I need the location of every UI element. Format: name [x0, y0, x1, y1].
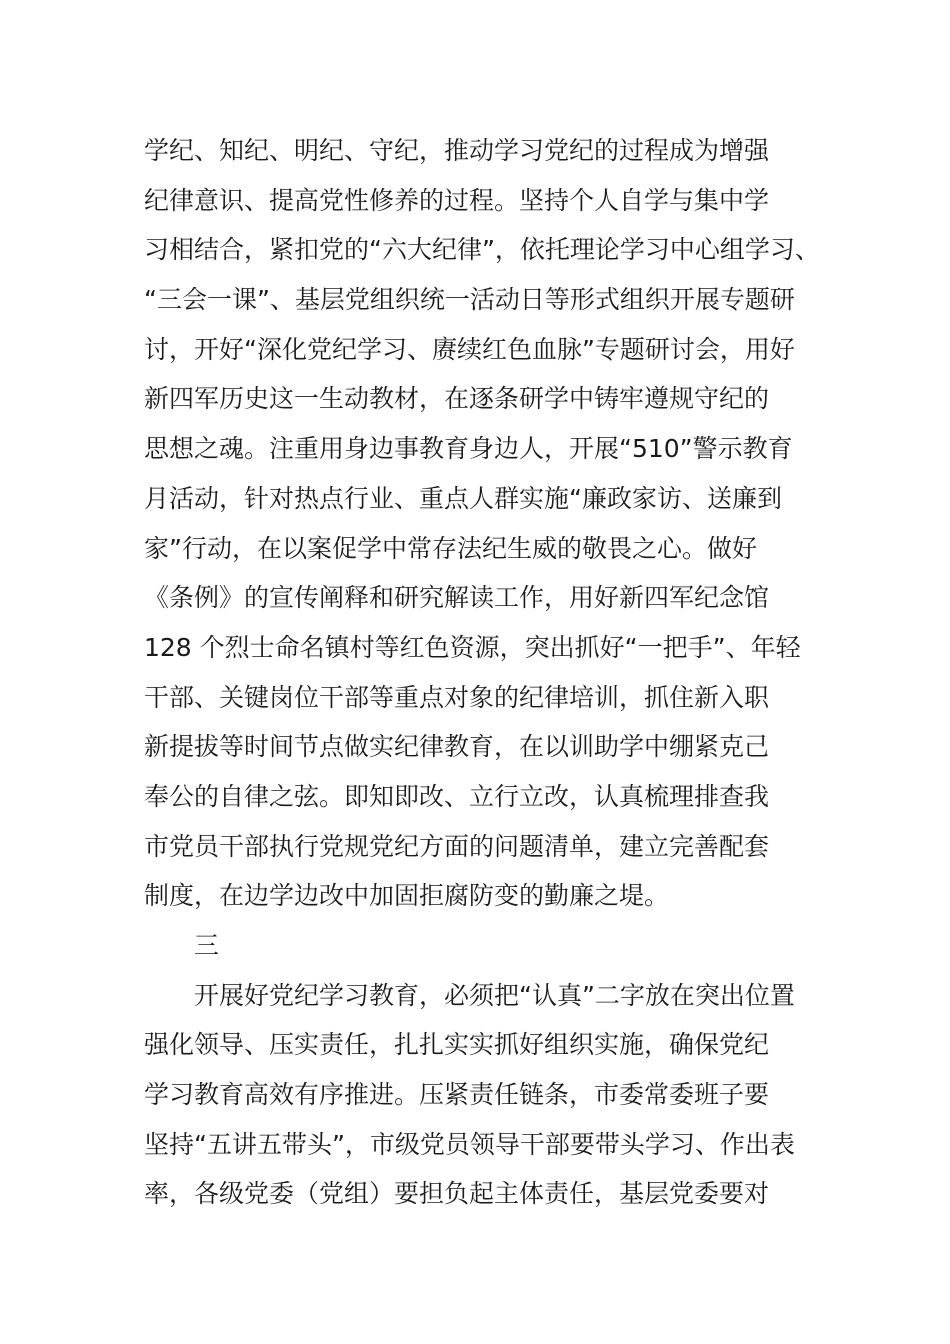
text-line: 率，各级党委（党组）要担负起主体责任，基层党委要对 — [144, 1179, 770, 1209]
text-line: 新提拔等时间节点做实纪律教育，在以训助学中绷紧克己 — [144, 732, 770, 762]
text-line: 市党员干部执行党规党纪方面的问题清单，建立完善配套 — [144, 831, 770, 861]
document-body — [144, 126, 844, 1219]
text-line: 干部、关键岗位干部等重点对象的纪律培训，抓住新入职 — [144, 682, 770, 712]
text-line: 学习教育高效有序推进。压紧责任链条，市委常委班子要 — [144, 1080, 770, 1110]
text-line: 学纪、知纪、明纪、守纪，推动学习党纪的过程成为增强 — [144, 136, 770, 165]
text-line: 强化领导、压实责任，扎扎实实抓好组织实施，确保党纪 — [144, 1030, 770, 1060]
text-line: 纪律意识、提高党性修养的过程。坚持个人自学与集中学 — [144, 185, 770, 215]
text-line: 128 个烈士命名镇村等红色资源，突出抓好“一把手”、年轻 — [144, 632, 801, 662]
text-line: 制度，在边学边改中加固拒腐防变的勤廉之堤。 — [144, 881, 670, 911]
text-line: 讨，开好“深化党纪学习、赓续红色血脉”专题研讨会，用好 — [144, 334, 795, 364]
text-line: 思想之魂。注重用身边事教育身边人，开展“510”警示教育 — [144, 434, 793, 464]
text-line: “三会一课”、基层党组织统一活动日等形式组织开展专题研 — [144, 285, 795, 315]
text-line: 家”行动，在以案促学中常存法纪生威的敬畏之心。做好 — [144, 533, 757, 563]
text-line: 《条例》的宣传阐释和研究解读工作，用好新四军纪念馆 — [144, 583, 770, 613]
text-line: 习相结合，紧扣党的“六大纪律”，依托理论学习中心组学习、 — [144, 235, 820, 265]
text-line: 月活动，针对热点行业、重点人群实施“廉政家访、送廉到 — [144, 483, 782, 513]
text-line: 坚持“五讲五带头”，市级党员领导干部要带头学习、作出表 — [144, 1129, 795, 1159]
text-line: 开展好党纪学习教育，必须把“认真”二字放在突出位置 — [194, 980, 795, 1010]
text-line: 新四军历史这一生动教材，在逐条研学中铸牢遵规守纪的 — [144, 384, 770, 414]
text-line: 三 — [194, 931, 220, 960]
text-line: 奉公的自律之弦。即知即改、立行立改，认真梳理排查我 — [144, 781, 770, 811]
